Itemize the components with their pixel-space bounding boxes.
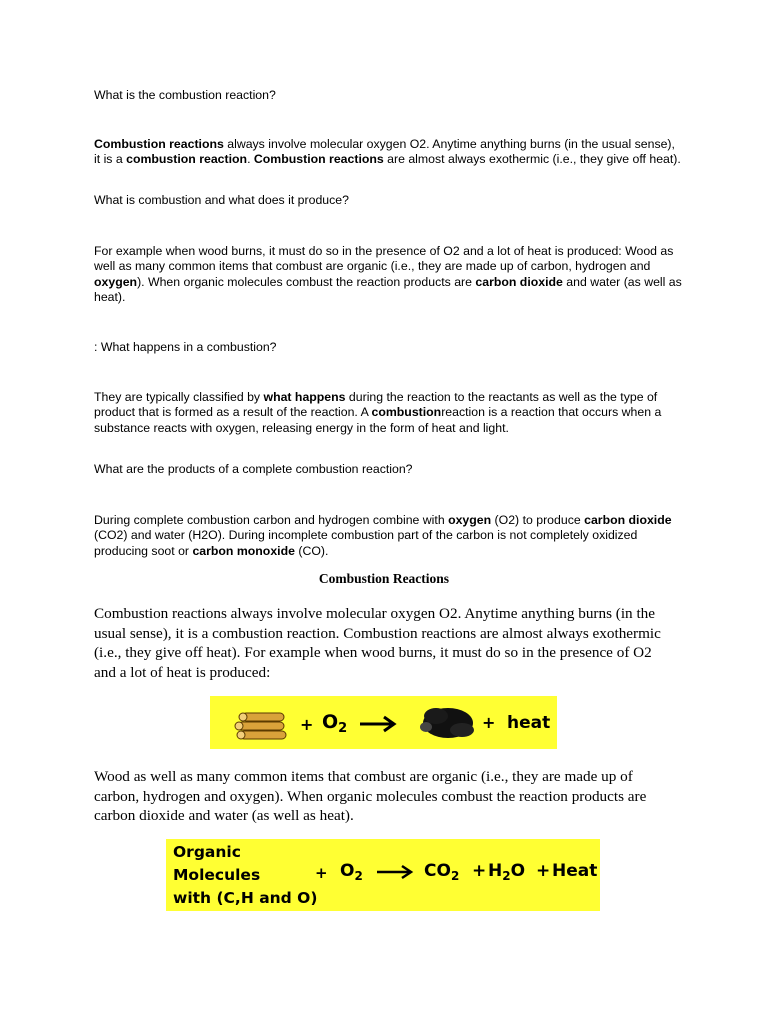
bold-term: oxygen xyxy=(448,513,492,527)
bold-term: carbon dioxide xyxy=(584,513,672,527)
answer-1 xyxy=(94,137,684,168)
organic-combustion-equation xyxy=(166,839,600,911)
text-segment: (CO). xyxy=(294,543,329,558)
bold-term: carbon dioxide xyxy=(475,274,563,289)
excerpt-title: Combustion Reactions xyxy=(318,571,450,586)
arrow-right-icon xyxy=(360,717,394,731)
excerpt-paragraph-1: Combustion reactions always involve molecular oxygen O2. Anytime anything burns (in the usual sense), it is a combustion reaction. Combustion reactions are almost always exothermic (i.e., they give off heat). For example when wood burns, it must do so in the presence of O2 and a lot of heat is produced: xyxy=(94,605,661,681)
text-segment: and water (as well as heat). xyxy=(94,274,682,305)
answer-4 xyxy=(94,513,684,559)
question-1: What is the combustion reaction? xyxy=(94,88,276,102)
excerpt-paragraph-2: Wood as well as many common items that combust are organic (i.e., they are made up of carbon, hydrogen and oxygen). When organic molecules combust the reaction products are carbon dioxide and water (as well as heat). xyxy=(94,768,647,824)
arrow-right-icon xyxy=(375,862,415,882)
question-2: What is combustion and what does it produce? xyxy=(94,193,349,207)
text-segment: For example when wood burns, it must do so in the presence of O2 and a lot of heat is produced: Wood as well as many common items that combust are organic (i.e., they are made up of carbon, hydrogen and xyxy=(94,244,674,274)
plus-sign: + xyxy=(315,864,328,882)
bold-term: combustion reaction xyxy=(126,152,248,167)
h2o-formula: $H_2O$ xyxy=(488,861,526,883)
answer-3 xyxy=(94,390,684,436)
bold-term: Combustion reactions xyxy=(253,152,384,167)
plus-sign-2: + xyxy=(482,713,496,732)
text-segment: always involve molecular oxygen O2. Anytime anything burns (in the usual sense), it is a xyxy=(94,137,675,167)
oxygen-formula: $O_2$ xyxy=(322,711,348,736)
plus-sign-2: + xyxy=(472,861,487,881)
text-segment: They are typically classified by xyxy=(94,390,264,404)
heat-label: Heat xyxy=(552,861,598,881)
text-segment: (CO2) and water (H2O). During incomplete combustion part of the carbon is not completely oxidized producing soot or xyxy=(94,528,638,558)
text-segment: During complete combustion carbon and hydrogen combine with xyxy=(94,513,449,527)
bold-term: oxygen xyxy=(94,274,138,289)
plus-sign: + xyxy=(300,715,314,734)
organic-molecules-label: Organic Molecules with (C,H and O) xyxy=(173,843,318,907)
oxygen-formula: $O_2$ xyxy=(340,861,363,883)
heat-label: heat xyxy=(507,713,551,733)
text-segment: (O2) to produce xyxy=(491,513,585,527)
bold-term: carbon monoxide xyxy=(192,543,295,558)
wood-logs-icon xyxy=(210,696,557,749)
bold-term: Combustion reactions xyxy=(94,137,224,151)
bold-term: what happens xyxy=(263,390,346,404)
text-segment: are almost always exothermic (i.e., they give off heat). xyxy=(383,152,681,167)
wood-combustion-equation xyxy=(210,696,557,749)
question-4: What are the products of a complete combustion reaction? xyxy=(94,462,413,476)
text-segment: . xyxy=(247,152,254,167)
plus-sign-3: + xyxy=(536,861,551,881)
bold-term: combustion xyxy=(371,405,442,420)
text-segment: reaction is a reaction that occurs when a substance reacts with oxygen, releasing energy in the form of heat and light. xyxy=(94,405,662,435)
answer-2 xyxy=(94,244,684,306)
question-3: : What happens in a combustion? xyxy=(94,340,277,354)
text-segment: ). When organic molecules combust the reaction products are xyxy=(137,274,476,289)
co2-formula: $CO_2$ xyxy=(424,861,460,883)
soot-icon xyxy=(420,708,474,738)
text-segment: during the reaction to the reactants as well as the type of product that is formed as a result of the reaction. A xyxy=(94,390,658,420)
